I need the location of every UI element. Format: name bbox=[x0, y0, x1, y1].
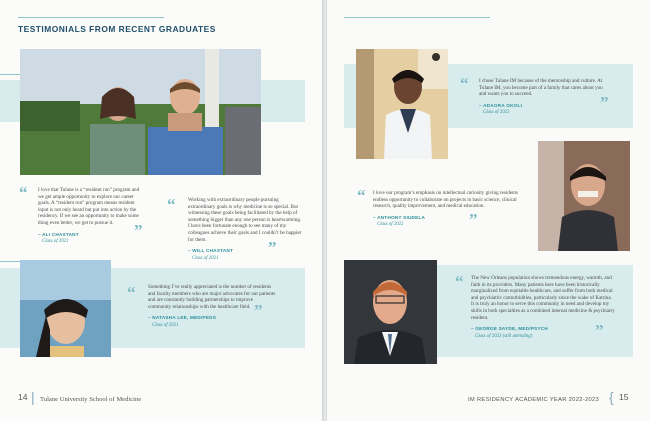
open-quote-icon: “ bbox=[455, 272, 464, 291]
footer-text: IM RESIDENCY ACADEMIC YEAR 2022-2023 bbox=[468, 397, 600, 403]
author-name: – ADAORA OKOLI bbox=[479, 102, 523, 108]
footer-separator: { bbox=[609, 389, 614, 405]
quote-text: Working with extraordinary people pursuing extraordinary goals is why medicine is so special. But witnessing these goals being facilitated by the help of something bigger than any one person is heartwarming. I have been fortunate enough to see many of my colleagues achieve their goals and I couldn’t be happier for them. bbox=[188, 197, 302, 243]
top-rule bbox=[344, 17, 490, 18]
quote-text: The New Orleans population shows tremendous energy, warmth, and faith in its providers. Many patients here have been historically marginalized from equitable healthcare, and suffer from both medical and psychiatric comorbidities, particularly since the wake of Katrina. It is truly an honor to serve this community in need and develop my skills in both specialties as a combined internal medicine & psychiatry resident. bbox=[471, 275, 615, 321]
author-class: Class of 2022 bbox=[483, 110, 510, 116]
author-class: Class of 2023 (still attending) bbox=[475, 333, 533, 339]
open-quote-icon: “ bbox=[167, 195, 176, 214]
open-quote-icon: “ bbox=[357, 186, 366, 205]
testimonial-1 bbox=[38, 187, 141, 246]
author-class: Class of 2022 bbox=[377, 222, 404, 228]
photo-natasha-lee bbox=[20, 260, 111, 357]
author-class: Class of 2021 bbox=[192, 255, 219, 261]
left-page bbox=[0, 0, 323, 421]
open-quote-icon: “ bbox=[127, 283, 136, 302]
close-quote-icon: ” bbox=[134, 221, 143, 240]
close-quote-icon: ” bbox=[595, 321, 604, 340]
quote-text: I love our program’s emphasis on intellectual curiosity giving residents endless opportunity to collaborate on projects in basic science, clinical research, quality improvement, and medical education. bbox=[373, 190, 518, 210]
open-quote-icon: “ bbox=[460, 74, 469, 93]
photo-chastants bbox=[20, 49, 261, 175]
author-name: – NATASHA LEE, MED/PEDS bbox=[148, 315, 217, 321]
author-name: – GEORGE SAYDE, MED/PSYCH bbox=[471, 326, 548, 332]
footer-separator: | bbox=[31, 389, 35, 405]
footer-text: Tulane University School of Medicine bbox=[40, 396, 142, 403]
right-page bbox=[327, 0, 650, 421]
photo-adaora-okoli bbox=[356, 49, 448, 159]
open-quote-icon: “ bbox=[19, 183, 28, 202]
page-title: TESTIMONIALS FROM RECENT GRADUATES bbox=[18, 24, 216, 34]
photo-anthony-siudela bbox=[538, 141, 630, 251]
author-name: – ALI CHASTANT bbox=[38, 231, 79, 237]
quote-text: Something I’ve really appreciated is the number of residents and faculty members who are major advocates for our patients and are constantly building partnerships to improve community relationships with the healthcare field. bbox=[148, 284, 276, 310]
close-quote-icon: ” bbox=[254, 301, 263, 320]
close-quote-icon: ” bbox=[469, 210, 478, 229]
testimonial-6 bbox=[471, 275, 615, 340]
close-quote-icon: ” bbox=[600, 93, 609, 112]
author-class: Class of 2021 bbox=[42, 239, 69, 245]
photo-george-sayde bbox=[344, 260, 437, 364]
page-number: 15 bbox=[619, 392, 629, 402]
author-name: – WILL CHASTANT bbox=[188, 248, 234, 254]
author-class: Class of 2021 bbox=[152, 322, 179, 328]
page-number: 14 bbox=[18, 392, 28, 402]
testimonial-4 bbox=[479, 78, 607, 117]
close-quote-icon: ” bbox=[268, 238, 277, 257]
testimonial-5 bbox=[373, 190, 527, 229]
quote-text: I love that Tulane is a “resident run” program and we get ample opportunity to explore our career goals. A “resident run” program means resident input is not only heard but put into action by the residency. If we see an opportunity to make some thing even better, we get to pursue it. bbox=[38, 187, 140, 226]
author-name: – ANTHONY SIUDELA bbox=[373, 214, 426, 220]
title-rule bbox=[18, 17, 164, 18]
testimonial-2 bbox=[188, 197, 302, 262]
quote-text: I chose Tulane IM because of the mentorship and culture. At Tulane IM, you become part of a family that cares about you and wants you to succeed. bbox=[479, 78, 603, 98]
